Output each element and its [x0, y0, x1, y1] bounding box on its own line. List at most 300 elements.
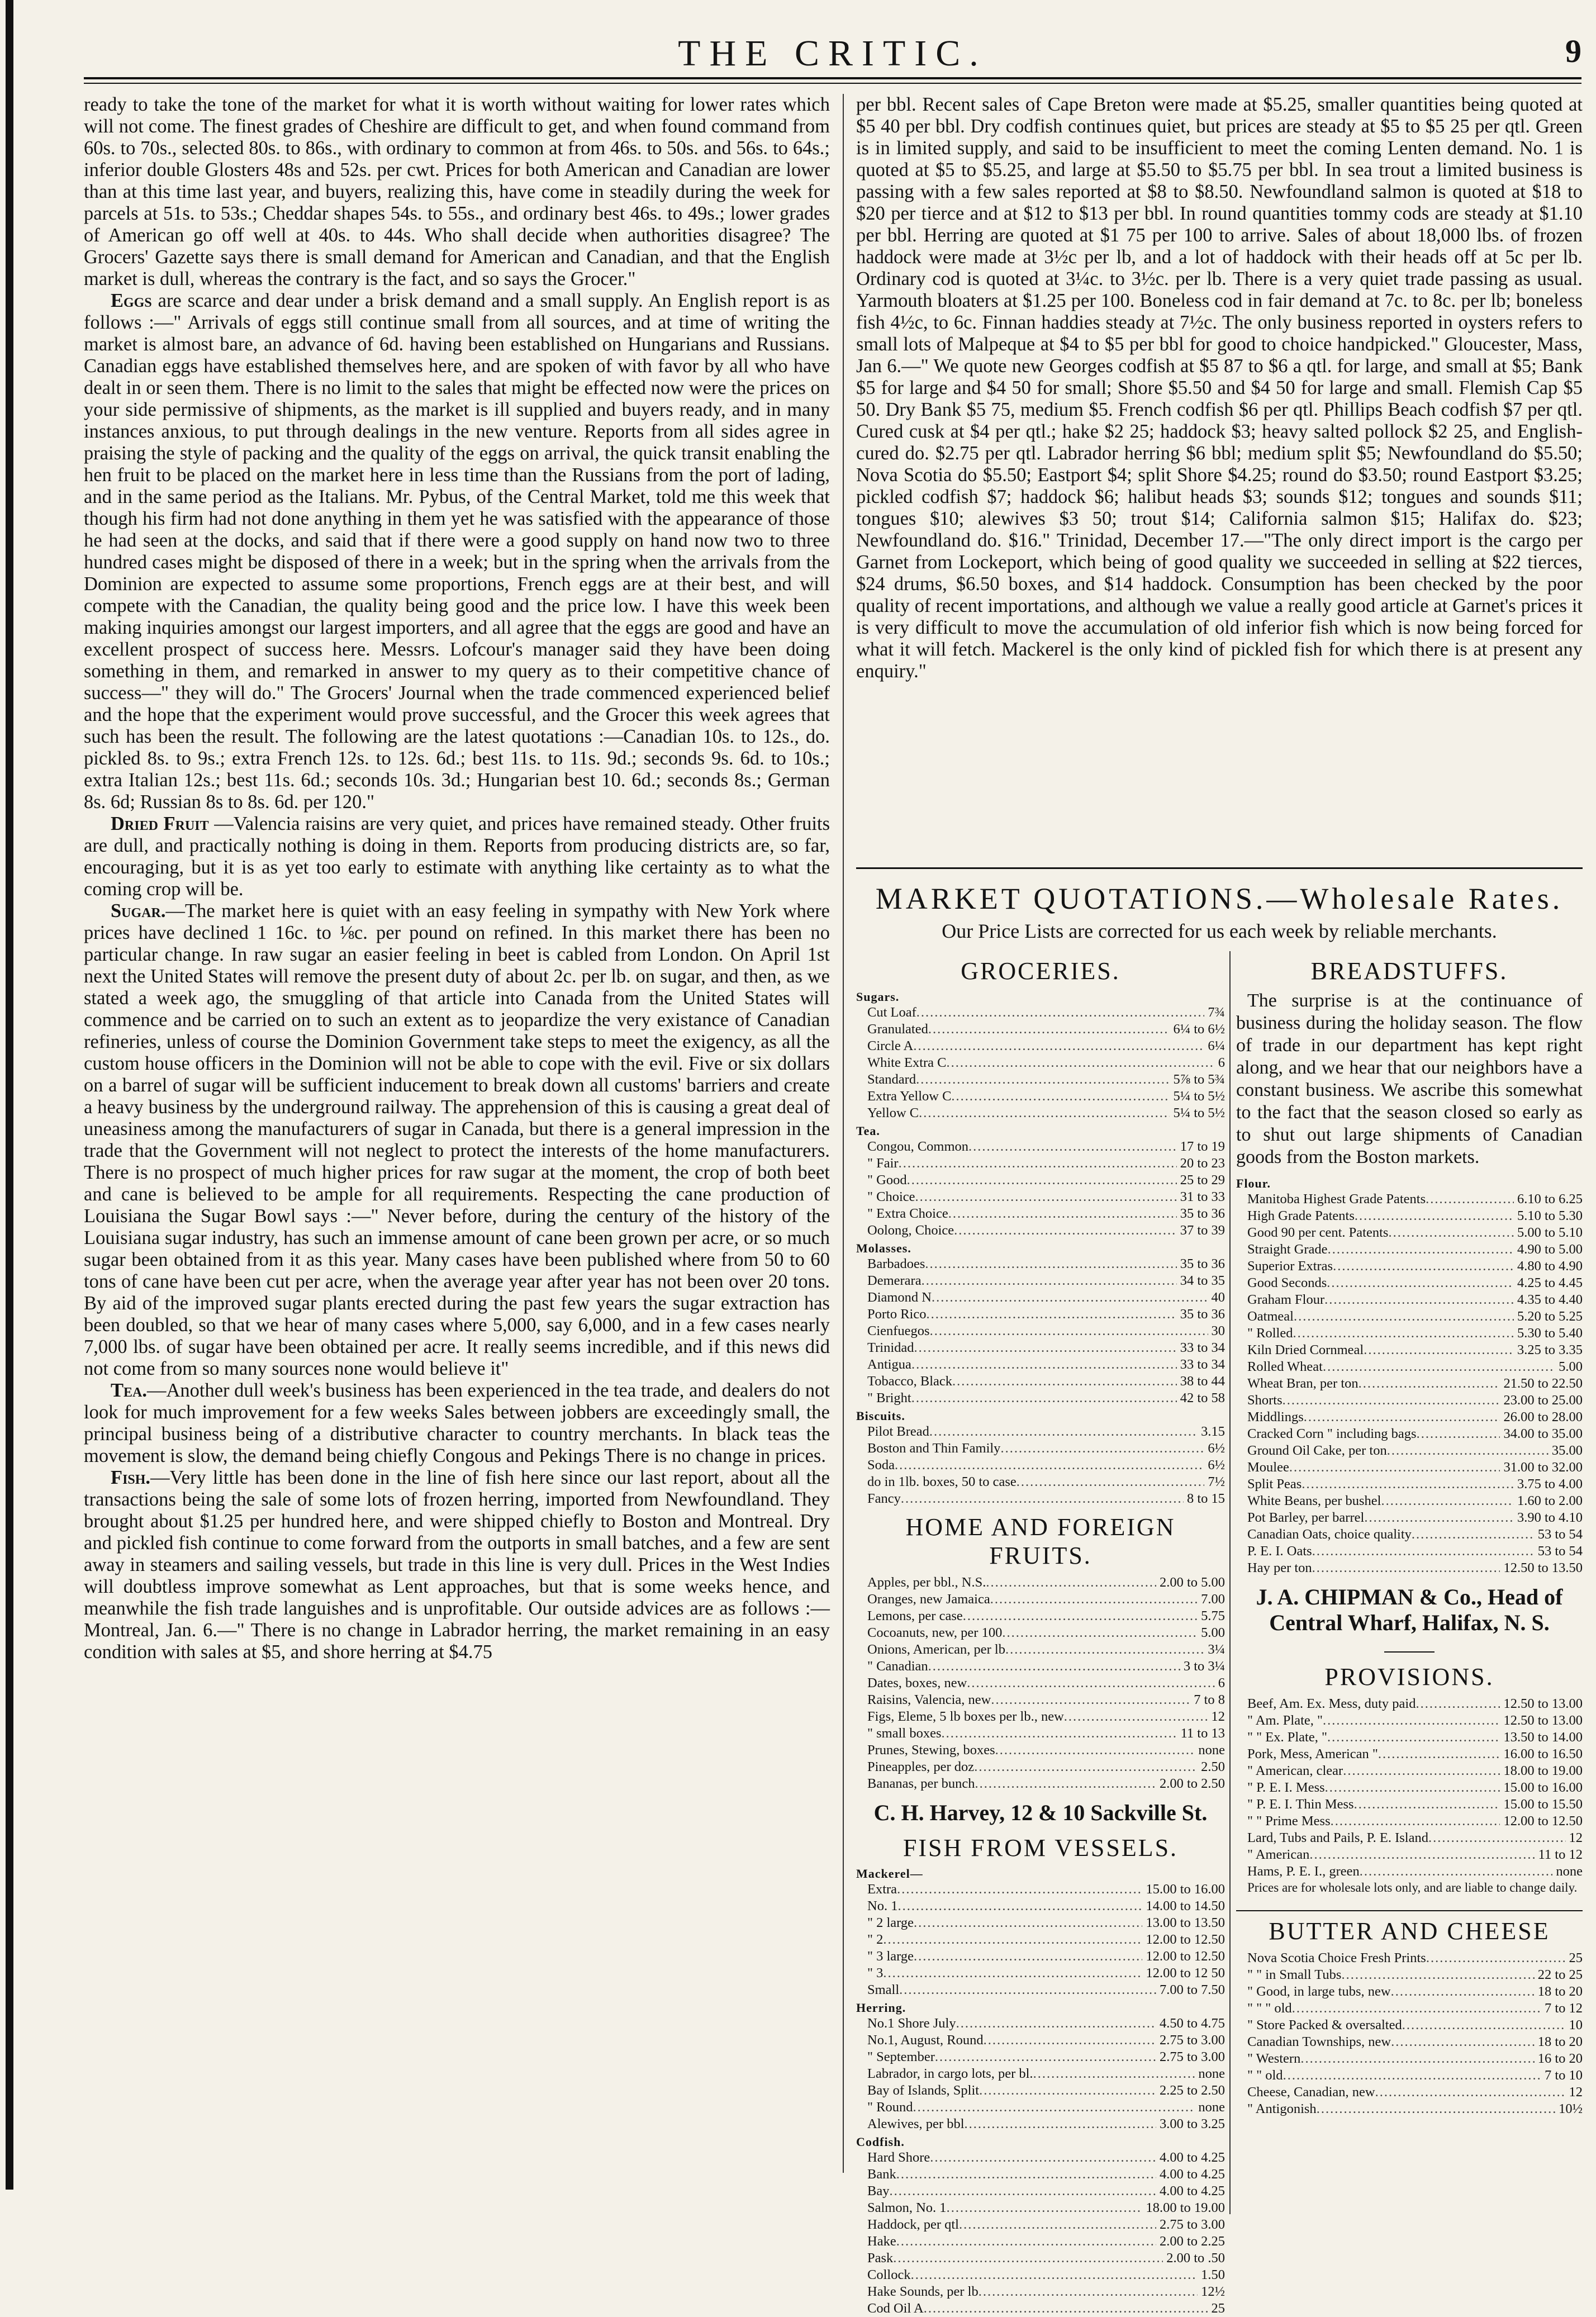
price-row: [856, 1490, 1225, 1507]
price-row: [1236, 1442, 1583, 1459]
item-name: Boston and Thin Family: [867, 1441, 1001, 1456]
dot-leader: [1293, 1325, 1513, 1342]
price-row: [856, 1641, 1225, 1658]
item-name: " 2: [867, 1932, 884, 1947]
item-price: 3 to 3¼: [1183, 1659, 1225, 1674]
price-row: [1236, 1967, 1583, 1983]
dot-leader: [930, 1323, 1208, 1340]
price-row: [856, 1189, 1225, 1205]
item-price: 1.60 to 2.00: [1517, 1493, 1583, 1508]
dot-leader: [1302, 1476, 1514, 1493]
item-name: White Extra C: [867, 1055, 947, 1070]
breadstuffs-heading: BREADSTUFFS.: [1310, 957, 1508, 985]
dot-leader: [883, 1965, 1142, 1982]
price-row: [856, 1881, 1225, 1898]
item-price: 12½: [1201, 2284, 1225, 2299]
dot-leader: [927, 1306, 1177, 1323]
item-name: " 3 large: [867, 1949, 914, 1964]
dot-leader: [1283, 2067, 1541, 2084]
dot-leader: [897, 1881, 1142, 1898]
dot-leader: [1426, 1950, 1566, 1967]
dot-leader: [1323, 1359, 1555, 1375]
dot-leader: [1325, 1779, 1500, 1796]
item-name: " 3: [867, 1965, 884, 1981]
item-price: 33 to 34: [1180, 1340, 1225, 1355]
price-row: [856, 1457, 1225, 1474]
dot-leader: [928, 1021, 1170, 1038]
dot-leader: [1282, 1392, 1500, 1409]
item-price: 5.00 to 5.10: [1517, 1225, 1583, 1240]
price-row: [1236, 1560, 1583, 1577]
price-row: [856, 2032, 1225, 2049]
item-name: Barbadoes: [867, 1256, 925, 1271]
dot-leader: [1002, 1625, 1198, 1641]
dot-leader: [1354, 1796, 1500, 1813]
item-name: " Am. Plate, ": [1247, 1713, 1323, 1728]
dot-leader: [1005, 1641, 1204, 1658]
dot-leader: [959, 2216, 1156, 2233]
item-price: 4.00 to 4.25: [1159, 2150, 1225, 2165]
item-name: Prunes, Stewing, boxes: [867, 1743, 995, 1758]
dot-leader: [1364, 1509, 1514, 1526]
dot-leader: [1328, 1241, 1514, 1258]
section-rule: [856, 867, 1583, 869]
price-row: [1236, 1224, 1583, 1241]
price-row: [856, 1306, 1225, 1323]
price-row: [1236, 1292, 1583, 1308]
item-name: Canadian Townships, new: [1247, 2034, 1391, 2049]
price-row: [1236, 1258, 1583, 1275]
price-row: [1236, 1459, 1583, 1476]
quotation-divider: [1229, 951, 1231, 2214]
item-price: 17 to 19: [1180, 1139, 1225, 1154]
dot-leader: [1388, 1224, 1514, 1241]
butter-cheese-table: [1236, 1950, 1583, 2117]
item-name: No.1, August, Round: [867, 2033, 984, 2048]
item-name: Granulated: [867, 1022, 928, 1037]
item-name: " " in Small Tubs: [1247, 1967, 1342, 1982]
price-row: [856, 1088, 1225, 1105]
dot-leader: [914, 1340, 1177, 1356]
item-name: Cod Oil A: [867, 2301, 924, 2316]
item-name: Small: [867, 1982, 900, 1997]
item-name: " September: [867, 2049, 935, 2064]
item-price: 53 to 54: [1537, 1544, 1583, 1559]
article-paragraph: Dried Fruit —Valencia raisins are very quiet, and prices have remained steady. Other fruits are dull, and practically nothing is doing in them. Reports from producing districts are, so far, encouraging, but it is as yet too early to estimate with anything like certainty as to what the coming crop will be.: [84, 813, 830, 900]
item-name: Nova Scotia Choice Fresh Prints: [1247, 1950, 1426, 1965]
item-name: Apples, per bbl., N.S.: [867, 1575, 986, 1590]
dot-leader: [1327, 1729, 1500, 1746]
dot-leader: [907, 1172, 1177, 1189]
price-row: [856, 2116, 1225, 2133]
item-name: Ground Oil Cake, per ton: [1247, 1443, 1387, 1458]
item-price: 33 to 34: [1180, 1357, 1225, 1372]
dot-leader: [978, 2283, 1198, 2300]
item-name: Collock: [867, 2267, 911, 2282]
price-row: [1236, 1796, 1583, 1813]
item-price: 38 to 44: [1180, 1374, 1225, 1389]
dot-leader: [1312, 1560, 1500, 1577]
dot-leader: [965, 2116, 1156, 2133]
item-name: " Western: [1247, 2051, 1301, 2066]
paragraph-runin-heading: Dried Fruit: [111, 813, 209, 834]
item-price: 3.15: [1201, 1424, 1225, 1439]
provisions-note: Prices are for wholesale lots only, and are liable to change daily.: [1247, 1881, 1578, 1895]
item-price: 2.00 to .50: [1166, 2250, 1225, 2266]
item-name: Hard Shore: [867, 2150, 930, 2165]
item-price: 5¼ to 5½: [1173, 1089, 1225, 1104]
dot-leader: [1341, 1967, 1534, 1983]
market-quotations-subheading: Our Price Lists are corrected for us each week by reliable merchants.: [942, 920, 1497, 942]
groceries-table: [856, 990, 1225, 1507]
item-name: Straight Grade: [1247, 1242, 1328, 1257]
price-row: [856, 2300, 1225, 2317]
item-name: Hake Sounds, per lb: [867, 2284, 978, 2299]
dot-leader: [929, 1423, 1198, 1440]
price-row: [856, 1289, 1225, 1306]
item-price: 18 to 20: [1537, 1984, 1583, 1999]
item-name: Onions, American, per lb: [867, 1642, 1005, 1657]
item-price: 34.00 to 35.00: [1503, 1426, 1583, 1441]
category-label: Biscuits.: [856, 1409, 905, 1423]
price-row: [856, 2166, 1225, 2183]
dot-leader: [967, 1675, 1214, 1692]
breadstuffs-text: The surprise is at the continuance of business during the holiday season. The flow of trade in our department has kept right along, and we hear that our neighbors have a constant business. We ascribe this somewhat to the fact that the season closed so early as to shut out large shipments of Canadian goods from the Boston markets.: [1236, 990, 1583, 1167]
dot-leader: [986, 1574, 1156, 1591]
item-name: " " " old: [1247, 2001, 1292, 2016]
price-row: [1236, 2084, 1583, 2101]
item-price: 21.50 to 22.50: [1503, 1376, 1583, 1391]
price-row: [856, 1742, 1225, 1759]
item-price: 13.50 to 14.00: [1503, 1730, 1583, 1745]
item-price: 7 to 10: [1544, 2068, 1583, 2083]
price-row: [1236, 1241, 1583, 1258]
quotation-left-column: [856, 951, 1225, 2317]
dot-leader: [895, 1457, 1204, 1474]
dot-leader: [954, 1222, 1177, 1239]
item-name: Bay of Islands, Split: [867, 2083, 980, 2098]
item-price: 12.50 to 13.00: [1503, 1696, 1583, 1711]
item-price: 6¼ to 6½: [1173, 1022, 1225, 1037]
dot-leader: [911, 1356, 1177, 1373]
item-name: Raisins, Valencia, new: [867, 1692, 991, 1707]
price-row: [1236, 1493, 1583, 1509]
dot-leader: [991, 1692, 1190, 1708]
item-name: Antigua: [867, 1357, 911, 1372]
price-row: [856, 1625, 1225, 1641]
item-name: Bay: [867, 2183, 890, 2199]
price-row: [1236, 1763, 1583, 1779]
item-name: Yellow C: [867, 1105, 919, 1120]
item-name: do in 1lb. boxes, 50 to case: [867, 1474, 1016, 1489]
dot-leader: [1016, 1474, 1205, 1490]
price-row: [1236, 1208, 1583, 1224]
item-name: " Fair: [867, 1156, 899, 1171]
price-row: [856, 1948, 1225, 1965]
item-price: 2.00 to 2.50: [1159, 1776, 1225, 1791]
dot-leader: [916, 1004, 1205, 1021]
dot-leader: [984, 2032, 1156, 2049]
dot-leader: [901, 1490, 1184, 1507]
dot-leader: [889, 2183, 1156, 2200]
item-name: Oolong, Choice: [867, 1223, 954, 1238]
item-name: Shorts: [1247, 1393, 1282, 1408]
item-name: " Antigonish: [1247, 2101, 1317, 2116]
fruits-heading: HOME AND FOREIGN FRUITS.: [905, 1513, 1176, 1569]
dot-leader: [896, 2233, 1156, 2250]
price-row: [856, 1574, 1225, 1591]
dot-leader: [930, 2149, 1156, 2166]
dot-leader: [1412, 1526, 1535, 1543]
price-row: [1236, 2017, 1583, 2034]
price-row: [856, 1591, 1225, 1608]
dot-leader: [1064, 1708, 1208, 1725]
article-paragraph: Eggs are scarce and dear under a brisk demand and a small supply. An English report is as follows :—" Arrivals of eggs still continue small from all sources, and at time of writing the market is almost bare, an advance of 6d. having been established on Hungarians and Russians. Canadian eggs have established themselves here, and are spoken of with favor by all who have dealt in or seen them. There is no limit to the sales that might be effected now were the prices on your side permissive of shipments, as the market is ill supplied and buyers ready, and in many instances anxious, to put through dealings in the new venture. Reports from all sides agree in praising the style of packing and the quality of the eggs on arrival, the quick transit enabling the hen fruit to be placed on the market here in less time than the Russians from the port of lading, and in the same period as the Italians. Mr. Pybus, of the Central Market, told me this week that though his firm had not done anything in them yet he was satisfied with the appearance of those he had seen at the docks, and said that if there were a good supply on hand now two to three hundred cases might be disposed of there in a week; but in the spring when the arrivals from the Dominion are expected to assume some proportions, French eggs are at their best, and will compete with the Canadian, the quality being good and the price low. I have this week been making inquiries amongst our largest importers, and all agree that the eggs are good and have an excellent prospect of success here. Messrs. Lofcour's manager said they have been doing something in them, and remarked in answer to my query as to their competitive chance of success—" they will do." The Grocers' Journal when the trade commenced experienced belief and the hope that the experiment would prove successful, and the Grocer this week agrees that such has been the result. The following are the latest quotations :—Canadian 10s. to 12s., do. pickled 8s. to 9s.; extra French 12s. to 12s. 6d.; best 11s. to 11s. 9d.; seconds 9s. 6d. to 10s.; extra Italian 12s.; best 11s. 6d.; seconds 10s. 3d.; Hungarian best 10. 6d.; seconds 8s.; German 8s. 6d; Russian 8s to 8s. 6d. per 120.": [84, 290, 830, 813]
item-name: " Good: [867, 1172, 907, 1188]
dot-leader: [1000, 1440, 1204, 1457]
item-name: Split Peas: [1247, 1476, 1302, 1492]
price-row: [856, 2149, 1225, 2166]
price-row: [856, 1004, 1225, 1021]
item-price: 3¼: [1208, 1642, 1225, 1657]
price-row: [1236, 1308, 1583, 1325]
item-price: none: [1198, 2100, 1225, 2115]
dot-leader: [915, 1189, 1177, 1205]
price-row: [856, 1423, 1225, 1440]
dot-leader: [914, 1948, 1142, 1965]
category-label: Molasses.: [856, 1241, 911, 1255]
price-row: [856, 2015, 1225, 2032]
item-price: 7 to 8: [1194, 1692, 1225, 1707]
price-row: [1236, 1983, 1583, 2000]
item-price: 5.75: [1201, 1608, 1225, 1623]
price-row: [856, 1256, 1225, 1273]
price-row: [856, 1775, 1225, 1792]
dot-leader: [1292, 2000, 1541, 2017]
breadstuffs-merchant: J. A. CHIPMAN & Co., Head of Central Wharf, Halifax, N. S.: [1256, 1584, 1563, 1635]
item-name: " Round: [867, 2100, 913, 2115]
price-row: [856, 1759, 1225, 1775]
breadstuffs-table: [1236, 1176, 1583, 1577]
groceries-heading: GROCERIES.: [961, 957, 1120, 985]
price-row: [1236, 1342, 1583, 1359]
publication-title: THE CRITIC.: [678, 33, 987, 74]
dot-leader: [975, 1775, 1156, 1792]
category-label: Tea.: [856, 1124, 880, 1138]
item-price: 15.00 to 16.00: [1146, 1882, 1225, 1897]
fish-advices-continued: per bbl. Recent sales of Cape Breton were made at $5.25, smaller quantities being quoted at $5 40 per bbl. Dry codfish continues quiet, but prices are steady at $5 to $5 25 per qtl. Green is in limited supply, and said to be insufficient to meet the coming Lenten demand. No. 1 is quoted at $5 to $5.25, and large at $5.50 to $5.75 per bbl. In sea trout a limited business is passing with a few sales reported at $8 to $8.50. Newfoundland salmon is quoted at $18 to $20 per tierce and at $12 to $13 per bbl. In round quantities tommy cods are steady at $1.10 per bbl. Herring are quoted at $1 75 per 100 to arrive. Sales of about 18,000 lbs. of frozen haddock were made at 3½c per lb, and a lot of haddock with their heads off at 5c per lb. Ordinary cod is quoted at 3¼c. to 3½c. per lb. There is a very quiet trade passing as usual. Yarmouth bloaters at $1.25 per 100. Boneless cod in fair demand at 7c. to 8c. per lb; boneless fish 4½c, to 6c. Finnan haddies steady at 7½c. The only business reported in oysters refers to small lots of Malpeque at $4 to $5 per bbl for good to choice handpicked." Gloucester, Mass, Jan 6.—" We quote new Georges codfish at $5 87 to $6 a qtl. for large, and small at $5; Bank $5 for large and $4 50 for small; Shore $5.50 and $4 50 for large and small. Flemish Cap $5 50. Dry Bank $5 75, medium $5. French codfish $6 per qtl. Phillips Beach codfish $7 per qtl. Cured cusk at $4 per qtl.; hake $2 25; haddock $3; heavy salted pollock $2 25, and English-cured do. $2.75 per qtl. Labrador herring $6 bbl; medium split $5; Newfoundland do $5.50; Nova Scotia do $5.50; Eastport $4; split Shore $4.25; round do $3.50; round Eastport $3.25; pickled codfish $7; haddock $6; halibut heads $3; sounds $12; tongues and sounds $11; tongues $10; alewives $3 50; trout $14; California salmon $15; Halifax do. $23; Newfoundland do. $16." Trinidad, December 17.—"The only direct import is the cargo per Garnet from Lockeport, which being of good quality we succeeded in selling at $22 tierces, $24 drums, $6.50 boxes, and $14 haddock. Consumption has been checked by the poor quality of recent importations, and although we value a really good article at Garnet's prices it is very difficult to move the accumulation of old inferior fish which is now being forced for what it will fetch. Mackerel is the only kind of pickled fish for which there is at present any enquiry.": [856, 94, 1583, 682]
item-name: " Good, in large tubs, new: [1247, 1984, 1391, 1999]
dot-leader: [956, 2015, 1156, 2032]
item-price: 2.75 to 3.00: [1159, 2049, 1225, 2064]
item-name: Bank: [867, 2167, 896, 2182]
item-name: " P. E. I. Mess: [1247, 1780, 1325, 1795]
item-price: 12: [1211, 1709, 1225, 1724]
item-price: 10½: [1559, 2101, 1583, 2116]
paragraph-runin-heading: Eggs: [111, 290, 152, 311]
right-column-article: [856, 94, 1583, 682]
market-quotations: [856, 867, 1583, 2316]
item-price: 6.10 to 6.25: [1517, 1191, 1583, 1207]
price-row: [1236, 1375, 1583, 1392]
price-row: [856, 1692, 1225, 1708]
dot-leader: [896, 2166, 1156, 2183]
item-price: 25 to 29: [1180, 1172, 1225, 1188]
item-name: Bananas, per bunch: [867, 1776, 975, 1791]
item-price: 5.20 to 5.25: [1517, 1309, 1583, 1324]
dot-leader: [1381, 1493, 1514, 1509]
price-row: [1236, 2050, 1583, 2067]
item-name: " " old: [1247, 2068, 1283, 2083]
item-name: Dates, boxes, new: [867, 1675, 967, 1691]
dot-leader: [974, 1759, 1198, 1775]
price-row: [1236, 1526, 1583, 1543]
price-row: [856, 2233, 1225, 2250]
item-price: 11 to 12: [1538, 1847, 1583, 1862]
item-price: 1.50: [1201, 2267, 1225, 2282]
item-price: 12.00 to 12.50: [1503, 1813, 1583, 1829]
item-name: Circle A: [867, 1038, 914, 1053]
price-row: [856, 1055, 1225, 1071]
dot-leader: [913, 1038, 1204, 1055]
dot-leader: [942, 1725, 1177, 1742]
page-edge-rule: [6, 0, 13, 2190]
dot-leader: [947, 2200, 1143, 2216]
item-price: none: [1556, 1864, 1583, 1879]
item-name: Lemons, per case: [867, 1608, 963, 1623]
price-row: [856, 1675, 1225, 1692]
item-price: 6: [1218, 1055, 1225, 1070]
price-row: [1236, 1830, 1583, 1846]
breadstuffs-blurb: [1236, 990, 1583, 1169]
provisions-heading: PROVISIONS.: [1324, 1663, 1494, 1691]
item-price: 2.75 to 3.00: [1159, 2033, 1225, 2048]
item-name: Labrador, in cargo lots, per bl.: [867, 2066, 1033, 2081]
price-row: [856, 2066, 1225, 2082]
item-name: Alewives, per bbl: [867, 2116, 965, 2131]
dot-leader: [883, 1931, 1142, 1948]
item-price: 2.00 to 5.00: [1159, 1575, 1225, 1590]
dot-leader: [1391, 2034, 1535, 2050]
price-row: [856, 1931, 1225, 1948]
item-name: High Grade Patents: [1247, 1208, 1355, 1223]
price-row: [1236, 1191, 1583, 1208]
item-price: 3.00 to 3.25: [1159, 2116, 1225, 2131]
item-name: Moulee: [1247, 1460, 1289, 1475]
price-row: [1236, 1476, 1583, 1493]
dot-leader: [1324, 1292, 1514, 1308]
dot-leader: [1378, 1746, 1500, 1763]
dot-leader: [1417, 1426, 1500, 1442]
dot-leader: [952, 1373, 1177, 1390]
price-row: [856, 1608, 1225, 1625]
category-label: Codfish.: [856, 2135, 905, 2149]
category-label: Herring.: [856, 2001, 906, 2015]
item-price: 35.00: [1551, 1443, 1583, 1458]
item-name: No.1 Shore July: [867, 2016, 956, 2031]
price-row: [856, 1071, 1225, 1088]
item-name: Good Seconds: [1247, 1275, 1327, 1290]
price-row: [856, 1038, 1225, 1055]
dot-leader: [924, 2300, 1208, 2317]
price-row: [856, 1138, 1225, 1155]
price-row: [856, 1105, 1225, 1122]
dot-leader: [911, 2267, 1198, 2283]
item-name: " " Ex. Plate, ": [1247, 1730, 1327, 1745]
item-price: 5.30 to 5.40: [1517, 1326, 1583, 1341]
dot-leader: [990, 1591, 1198, 1608]
item-price: 25: [1211, 2301, 1225, 2316]
price-row: [1236, 1950, 1583, 1967]
item-price: 16 to 20: [1537, 2051, 1583, 2066]
price-row: [1236, 1426, 1583, 1442]
item-name: Trinidad: [867, 1340, 914, 1355]
item-price: 4.35 to 4.40: [1517, 1292, 1583, 1307]
item-name: " small boxes: [867, 1726, 942, 1741]
price-row: [856, 1340, 1225, 1356]
dot-leader: [916, 1071, 1170, 1088]
item-name: Hay per ton: [1247, 1560, 1312, 1575]
item-price: 35 to 36: [1180, 1307, 1225, 1322]
price-row: [856, 2082, 1225, 2099]
item-name: " Canadian: [867, 1659, 928, 1674]
price-row: [1236, 1863, 1583, 1880]
item-price: none: [1198, 2066, 1225, 2081]
item-price: 5.00: [1559, 1359, 1583, 1374]
category-label: Mackerel—: [856, 1867, 923, 1881]
dot-leader: [1428, 1830, 1566, 1846]
price-row: [1236, 2034, 1583, 2050]
price-row: [856, 2099, 1225, 2116]
item-name: Middlings: [1247, 1409, 1304, 1425]
price-row: [1236, 1543, 1583, 1560]
item-price: 22 to 25: [1537, 1967, 1583, 1982]
dot-leader: [935, 2049, 1156, 2066]
item-price: none: [1198, 1743, 1225, 1758]
item-price: 23.00 to 25.00: [1503, 1393, 1583, 1408]
item-name: Cut Loaf: [867, 1005, 916, 1020]
dot-leader: [1327, 1275, 1514, 1292]
price-row: [856, 1373, 1225, 1390]
item-name: Hams, P. E. I., green: [1247, 1864, 1360, 1879]
item-price: 3.25 to 3.35: [1517, 1342, 1583, 1357]
article-paragraph: Tea.—Another dull week's business has been experienced in the tea trade, and dealers do not look for much improvement for a few weeks Sales between jobbers are exceedingly small, the principal business being of a distributive character to country merchants. In black teas the movement is slow, the demand being chiefly Congous and Pekings There is no change in prices.: [84, 1380, 830, 1466]
article-paragraph: Fish.—Very little has been done in the line of fish here since our last report, about all the transactions being the sale of some lots of frozen herring, imported from Newfoundland. They brought about $1.25 per hundred here, and were shipped chiefly to Boston and Montreal. Dry and pickled fish continue to come forward from the outports in small batches, and a few are sent away in steamers and sailing vessels, but trade in this line is very dull. Prices in the West Indies will doubtless improve somewhat as Lent approaches, but that is some weeks hence, and meanwhile the fish trade languishes and is unprofitable. Our outside advices are as follows :—Montreal, Jan. 6.—" There is no change in Labrador herring, the market remaining in an easy condition with sales at $5, and shore herring at $4.75: [84, 1467, 830, 1663]
price-row: [1236, 1509, 1583, 1526]
price-row: [856, 1915, 1225, 1931]
item-name: Wheat Bran, per ton: [1247, 1376, 1358, 1391]
item-name: Demerara: [867, 1273, 922, 1288]
item-name: Cocoanuts, new, per 100: [867, 1625, 1003, 1640]
price-row: [856, 1155, 1225, 1172]
item-name: Pineapples, per doz: [867, 1759, 975, 1774]
article-paragraph: ready to take the tone of the market for what it is worth without waiting for lower rates which will not come. The finest grades of Cheshire are difficult to get, and when found command from 60s. to 70s., selected 80s. to 86s., with ordinary to common at from 46s. to 50s. and 56s. to 64s.; inferior double Glosters 48s and 52s. per cwt. Prices for both American and Canadian are lower than at this time last year, and buyers, realizing this, have come in steadily during the week for parcels at 51s. to 53s.; Cheddar shapes 54s. to 55s., and ordinary best 46s. to 49s.; lower grades of American go off well at 40s. to 44s. Who shall decide when authorities disagree? The Grocers' Gazette says there is small demand for American and Canadian, and that the English market is dull, whereas the contrary is the fact, and so says the Grocer.": [84, 94, 830, 289]
dot-leader: [897, 1898, 1142, 1915]
dot-leader: [932, 1289, 1208, 1306]
masthead-rule: [84, 77, 1581, 79]
item-name: " American: [1247, 1847, 1310, 1862]
item-name: No. 1: [867, 1898, 898, 1914]
item-name: Oranges, new Jamaica: [867, 1592, 990, 1607]
dot-leader: [1426, 1191, 1514, 1208]
price-row: [856, 2049, 1225, 2066]
price-row: [856, 1205, 1225, 1222]
fish-table: [856, 1867, 1225, 2317]
item-name: Tobacco, Black: [867, 1374, 953, 1389]
dot-leader: [995, 1742, 1195, 1759]
dot-leader: [1343, 1763, 1500, 1779]
item-price: 12.50 to 13.50: [1503, 1560, 1583, 1575]
